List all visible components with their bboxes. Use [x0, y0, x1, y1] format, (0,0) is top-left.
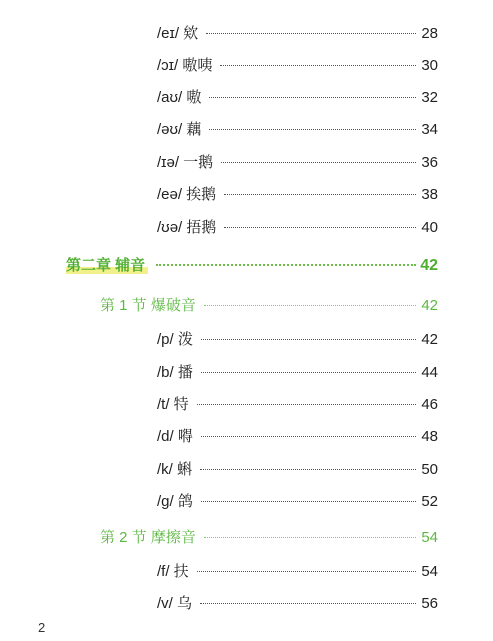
- leader-dots: [201, 372, 416, 373]
- toc-entry-label: /aʊ/ 嗷: [157, 89, 202, 106]
- leader-dots: [156, 264, 416, 266]
- toc-entry-label: /b/ 播: [157, 364, 193, 381]
- toc-entry-page: 56: [421, 595, 438, 612]
- toc-section[interactable]: [100, 297, 438, 315]
- toc-entry-page: 42: [421, 331, 438, 348]
- toc-entry-label: /d/ 嘚: [157, 428, 193, 445]
- leader-dots: [201, 501, 416, 502]
- section-page: 42: [421, 297, 438, 314]
- toc-entry-label: /eɪ/ 欸: [157, 25, 199, 42]
- leader-dots: [200, 603, 416, 604]
- leader-dots: [209, 97, 416, 98]
- leader-dots: [201, 339, 416, 340]
- leader-dots: [224, 227, 416, 228]
- toc-entry[interactable]: [157, 493, 438, 511]
- toc-entry-label: /v/ 乌: [157, 595, 193, 612]
- toc-entry-page: 48: [421, 428, 438, 445]
- toc-entry[interactable]: [157, 461, 438, 479]
- toc-entry-label: /əʊ/ 藕: [157, 121, 202, 138]
- section-title: 第 1 节 爆破音: [100, 297, 196, 314]
- toc-entry[interactable]: [157, 89, 438, 107]
- toc-entry[interactable]: [157, 364, 438, 382]
- toc-entry-page: 52: [421, 493, 438, 510]
- page-number: 2: [38, 620, 46, 635]
- toc-entry[interactable]: [157, 219, 438, 237]
- toc-entry-label: /ʊə/ 捂鹅: [157, 219, 217, 236]
- toc-entry[interactable]: [157, 25, 438, 43]
- leader-dots: [204, 305, 416, 306]
- toc-entry[interactable]: [157, 428, 438, 446]
- toc-entry[interactable]: [157, 331, 438, 349]
- toc-entry[interactable]: [157, 154, 438, 172]
- toc-entry-label: /ɔɪ/ 嗷咦: [157, 57, 213, 74]
- toc-entry-page: 32: [421, 89, 438, 106]
- toc-entry[interactable]: [157, 595, 438, 613]
- leader-dots: [206, 33, 416, 34]
- section-page: 54: [421, 529, 438, 546]
- toc-entry-label: /eə/ 挨鹅: [157, 186, 217, 203]
- toc-entry-label: /t/ 特: [157, 396, 189, 413]
- toc-entry-label: /p/ 泼: [157, 331, 193, 348]
- leader-dots: [197, 571, 416, 572]
- toc-entry-page: 28: [421, 25, 438, 42]
- leader-dots: [197, 404, 416, 405]
- toc-entry[interactable]: [157, 396, 438, 414]
- chapter-page: 42: [420, 257, 438, 274]
- toc-entry[interactable]: [157, 57, 438, 75]
- leader-dots: [209, 129, 416, 130]
- toc-chapter[interactable]: [66, 257, 438, 275]
- toc-entry-page: 36: [421, 154, 438, 171]
- leader-dots: [221, 162, 416, 163]
- toc-entry-page: 38: [421, 186, 438, 203]
- leader-dots: [220, 65, 416, 66]
- toc-entry-label: /f/ 扶: [157, 563, 189, 580]
- toc-section[interactable]: [100, 529, 438, 547]
- toc-entry-page: 50: [421, 461, 438, 478]
- toc-entry-page: 44: [421, 364, 438, 381]
- leader-dots: [201, 436, 416, 437]
- toc-entry-page: 40: [421, 219, 438, 236]
- toc-entry-page: 54: [421, 563, 438, 580]
- toc-entry[interactable]: [157, 121, 438, 139]
- leader-dots: [204, 537, 416, 538]
- section-title: 第 2 节 摩擦音: [100, 529, 196, 546]
- toc-entry-page: 34: [421, 121, 438, 138]
- toc-entry-label: /ɪə/ 一鹅: [157, 154, 214, 171]
- toc-entry-label: /g/ 鸽: [157, 493, 193, 510]
- leader-dots: [224, 194, 416, 195]
- toc-entry[interactable]: [157, 186, 438, 204]
- chapter-title: 第二章 辅音: [66, 257, 148, 275]
- toc-entry-page: 30: [421, 57, 438, 74]
- toc-entry[interactable]: [157, 563, 438, 581]
- toc-entry-label: /k/ 蝌: [157, 461, 193, 478]
- leader-dots: [200, 469, 416, 470]
- toc-entry-page: 46: [421, 396, 438, 413]
